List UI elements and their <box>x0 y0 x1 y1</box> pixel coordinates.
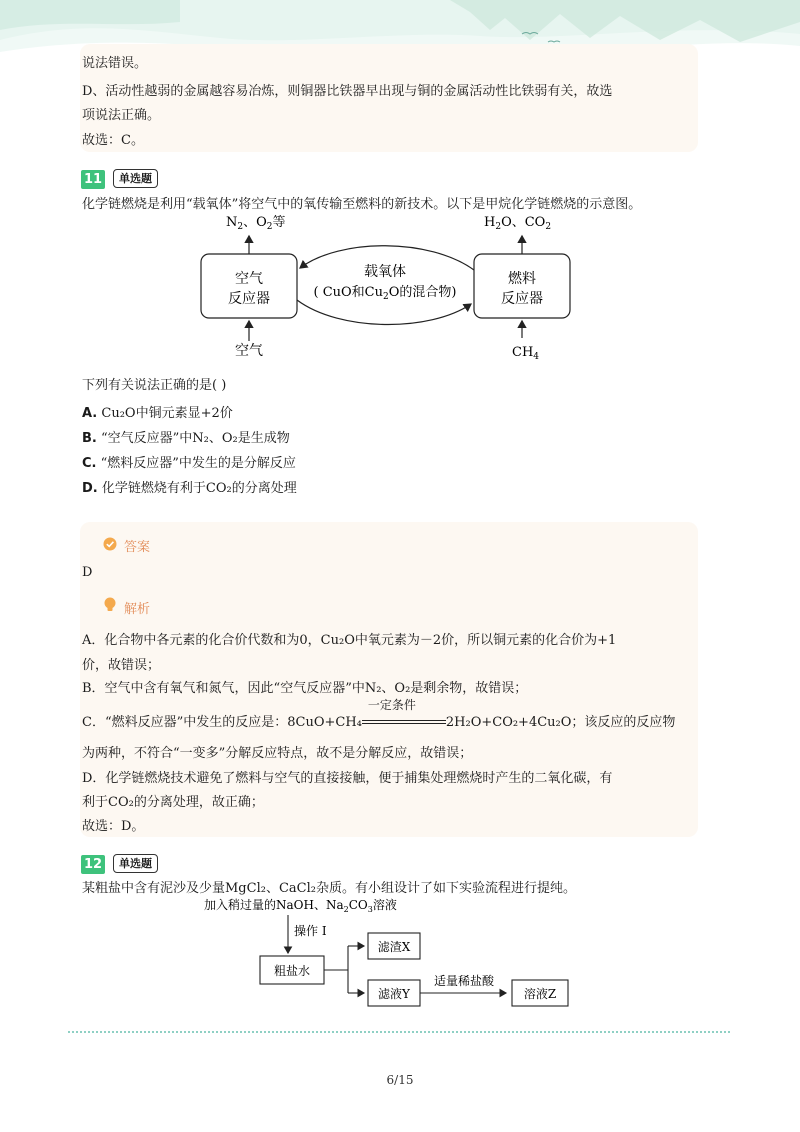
analysis-line: D、活动性越弱的金属越容易冶炼，则铜器比铁器早出现与铜的金属活动性比铁弱有关，故选 <box>82 84 613 99</box>
question-stem: 某粗盐中含有泥沙及少量MgCl₂、CaCl₂杂质。有小组设计了如下实验流程进行提纯。 <box>82 881 576 896</box>
purification-flow-diagram <box>200 893 580 1013</box>
fuel-reactor-label: 反应器 <box>501 291 543 307</box>
oxygen-carrier-label: 载氧体 <box>364 264 406 280</box>
air-outlet-gases: $N_2$、$O_2$等 <box>226 215 286 232</box>
option-letter: B. <box>82 431 97 446</box>
analysis-line-equation <box>82 697 676 730</box>
lightbulb-icon <box>103 597 117 613</box>
question-prompt: 下列有关说法正确的是( ) <box>82 378 227 393</box>
question-number-badge: 12 <box>81 855 105 874</box>
reagent-label: 加入稍过量的NaOH、$Na_2CO_3$溶液 <box>204 898 397 914</box>
analysis-line: D．化学链燃烧技术避免了燃料与空气的直接接触，便于捕集处理燃烧时产生的二氧化碳，有 <box>82 771 613 786</box>
option-b[interactable] <box>82 427 290 446</box>
air-reactor-label: 空气 <box>235 271 263 287</box>
answer-value: D <box>82 565 93 580</box>
equation-products: 2H₂O+CO₂+4Cu₂O；该反应的反应物 <box>445 715 676 730</box>
footer-divider <box>68 1031 730 1033</box>
analysis-line: 为两种，不符合“一变多”分解反应特点，故不是分解反应，故错误； <box>82 746 473 761</box>
analysis-line: 故选：D。 <box>82 819 145 834</box>
option-d[interactable] <box>82 477 297 496</box>
analysis-line: 价，故错误； <box>82 658 161 673</box>
analysis-line: 利于CO₂的分离处理，故正确； <box>82 795 264 810</box>
option-letter: A. <box>82 406 98 421</box>
option-text: “空气反应器”中N₂、O₂是生成物 <box>101 431 290 446</box>
acid-label: 适量稀盐酸 <box>434 974 495 988</box>
reaction-condition-arrow <box>362 697 446 728</box>
crude-brine-label: 粗盐水 <box>273 964 311 978</box>
residue-x-label: 滤渣X <box>377 940 411 954</box>
fuel-inlet-label: $CH_4$ <box>512 345 540 362</box>
option-text: 化学链燃烧有利于CO₂的分离处理 <box>101 481 297 496</box>
equation-reactants: C．“燃料反应器”中发生的反应是：8CuO+CH₄ <box>82 715 362 730</box>
question-number-badge: 11 <box>81 170 105 189</box>
answer-header: 答案 <box>124 540 151 555</box>
option-c[interactable] <box>82 452 296 471</box>
analysis-line: 说法错误。 <box>82 56 148 71</box>
analysis-header: 解析 <box>124 602 151 617</box>
analysis-line: 故选：C。 <box>82 133 144 148</box>
option-letter: C. <box>82 456 97 471</box>
fuel-outlet-gases: $H_2O$、$CO_2$ <box>484 215 552 232</box>
question-type-tag: 单选题 <box>113 854 158 873</box>
chemical-looping-diagram <box>190 208 590 368</box>
option-a[interactable] <box>82 402 233 421</box>
oxygen-carrier-formula: ( CuO和$Cu_2O$的混合物) <box>313 285 457 302</box>
analysis-line: 项说法正确。 <box>82 108 161 123</box>
question-type-tag: 单选题 <box>113 169 158 188</box>
analysis-line: B．空气中含有氧气和氮气，因此“空气反应器”中N₂、O₂是剩余物，故错误； <box>82 681 528 696</box>
reaction-condition: 一定条件 <box>367 697 416 712</box>
carrier-forward-arrow <box>297 300 471 325</box>
filtrate-y-label: 滤液Y <box>378 987 410 1001</box>
air-reactor-label: 反应器 <box>228 291 270 307</box>
solution-z-label: 溶液Z <box>523 987 557 1001</box>
option-letter: D. <box>82 481 98 496</box>
analysis-line: A．化合物中各元素的化合价代数和为0，Cu₂O中氧元素为－2价，所以铜元素的化合价为+1 <box>82 633 617 648</box>
operation-label: 操作 I <box>294 924 327 938</box>
fuel-reactor-label: 燃料 <box>508 271 536 287</box>
check-circle-icon <box>103 537 117 551</box>
option-text: Cu₂O中铜元素显+2价 <box>101 406 233 421</box>
air-inlet-label: 空气 <box>235 343 263 359</box>
question-stem: 化学链燃烧是利用“载氧体”将空气中的氧传输至燃料的新技术。以下是甲烷化学链燃烧的示意图。 <box>82 197 642 212</box>
option-text: “燃料反应器”中发生的是分解反应 <box>100 456 296 471</box>
page-number: 6/15 <box>386 1073 414 1087</box>
